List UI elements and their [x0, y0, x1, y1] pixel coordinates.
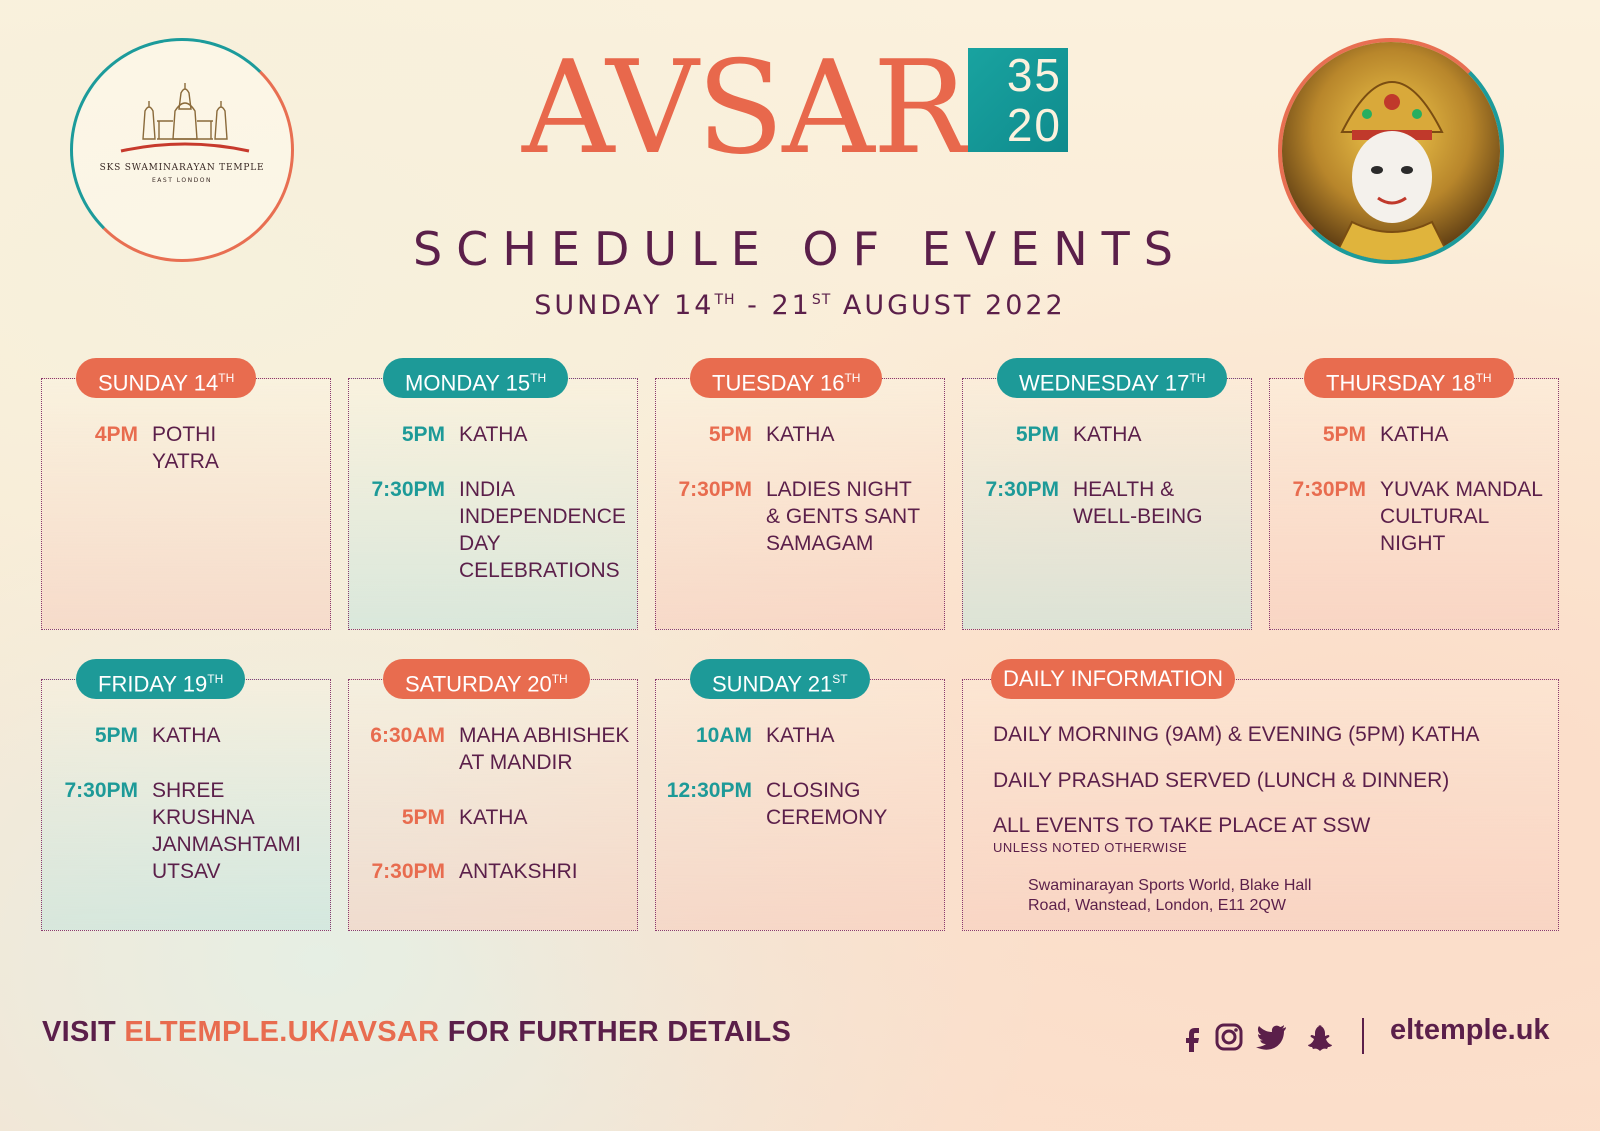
day-label-suffix: TH: [1189, 371, 1206, 385]
badge-top-number: 35: [1006, 49, 1062, 101]
day-card-monday-15: [348, 370, 638, 630]
venue-address-line: Road, Wanstead, London, E11 2QW: [1028, 897, 1286, 914]
date-end-suffix: ST: [811, 292, 832, 308]
event-title: [1073, 421, 1248, 448]
daily-information-card: [962, 666, 1559, 931]
event-title: [1073, 476, 1248, 530]
day-label-text: TUESDAY 16: [712, 370, 845, 396]
event-title: [152, 722, 327, 749]
twitter-icon[interactable]: [1254, 1022, 1288, 1052]
event-title: [459, 804, 634, 831]
event-title: [1380, 421, 1555, 448]
event-time: 5PM: [94, 724, 138, 747]
day-label-text: WEDNESDAY 17: [1019, 370, 1190, 396]
event-title-line: SAMAGAM: [766, 532, 874, 555]
day-card-sunday-14: [41, 370, 331, 630]
day-label-suffix: TH: [1475, 371, 1492, 385]
event-title-line: KATHA: [152, 724, 221, 747]
event-title-line: YATRA: [152, 450, 219, 473]
date-range: [0, 290, 1600, 321]
event-title-line: NIGHT: [1380, 532, 1446, 555]
temple-location: EAST LONDON: [152, 177, 212, 184]
footer-link[interactable]: ELTEMPLE.UK/AVSAR: [124, 1016, 440, 1048]
event-time: 5PM: [401, 423, 445, 446]
event-title-line: WELL-BEING: [1073, 505, 1203, 528]
event-time: 12:30PM: [666, 779, 752, 802]
event-title: [766, 421, 941, 448]
event-time: 7:30PM: [985, 478, 1059, 501]
event-title: [459, 421, 634, 448]
event-title: [459, 476, 634, 584]
event-title-line: KATHA: [1073, 423, 1142, 446]
day-label-text: THURSDAY 18: [1326, 370, 1476, 396]
page-title: SCHEDULE OF EVENTS: [413, 222, 1187, 276]
event-title: [152, 421, 327, 475]
info-prashad: DAILY PRASHAD SERVED (LUNCH & DINNER): [993, 769, 1450, 792]
day-label: [76, 358, 256, 398]
event-time: 7:30PM: [64, 779, 138, 802]
event-title-line: CELEBRATIONS: [459, 559, 620, 582]
event-title-line: INDEPENDENCE: [459, 505, 626, 528]
event-title-line: CULTURAL: [1380, 505, 1490, 528]
event-title-line: KATHA: [459, 423, 528, 446]
event-title-line: AT MANDIR: [459, 751, 573, 774]
badge-bottom-number: 20: [1006, 99, 1062, 151]
info-katha-times: DAILY MORNING (9AM) & EVENING (5PM) KATHA: [993, 723, 1480, 746]
day-label: [690, 659, 870, 699]
day-card-thursday-18: [1269, 370, 1559, 630]
date-start-suffix: TH: [714, 292, 736, 308]
event-time: 7:30PM: [371, 860, 445, 883]
day-label-suffix: TH: [551, 672, 568, 686]
event-time: 5PM: [401, 806, 445, 829]
anniversary-badge: [968, 48, 1068, 152]
event-title-line: KATHA: [766, 423, 835, 446]
event-title-line: SHREE KRUSHNA: [152, 779, 255, 829]
event-time: 5PM: [708, 423, 752, 446]
footer-post-text: FOR FURTHER DETAILS: [439, 1016, 792, 1048]
day-label-suffix: TH: [218, 371, 235, 385]
event-title-line: DAY: [459, 532, 501, 555]
event-title: [459, 858, 634, 885]
event-title-line: LADIES NIGHT: [766, 478, 912, 501]
day-label: [997, 358, 1227, 398]
day-label: [383, 358, 568, 398]
event-title-line: YUVAK MANDAL: [1380, 478, 1543, 501]
day-label-suffix: TH: [844, 371, 861, 385]
temple-name: SKS SWAMINARAYAN TEMPLE: [99, 163, 265, 173]
brand-wordmark: AVSAR: [522, 34, 967, 183]
daily-information-label: DAILY INFORMATION: [991, 659, 1235, 699]
event-title-line: UTSAV: [152, 860, 221, 883]
event-title-line: POTHI: [152, 423, 217, 446]
day-label: [383, 659, 590, 699]
event-title-line: KATHA: [766, 724, 835, 747]
venue-address-line: Swaminarayan Sports World, Blake Hall: [1028, 877, 1312, 894]
snapchat-icon[interactable]: [1302, 1022, 1332, 1052]
footer-pre-text: VISIT: [42, 1016, 125, 1048]
day-label: [76, 659, 245, 699]
event-title: [1380, 476, 1555, 557]
event-title-line: CLOSING: [766, 779, 861, 802]
day-label-suffix: ST: [832, 672, 848, 686]
day-label-text: MONDAY 15: [405, 370, 531, 396]
event-time: 5PM: [1015, 423, 1059, 446]
event-title-line: CEREMONY: [766, 806, 888, 829]
event-time: 6:30AM: [370, 724, 445, 747]
event-time: 4PM: [94, 423, 138, 446]
footer-call-to-action: [42, 1016, 791, 1049]
day-card-friday-19: [41, 671, 331, 931]
event-time: 7:30PM: [1292, 478, 1366, 501]
event-title-line: JANMASHTAMI: [152, 833, 301, 856]
event-time: 7:30PM: [678, 478, 752, 501]
facebook-icon[interactable]: [1178, 1022, 1208, 1052]
day-label-suffix: TH: [207, 672, 224, 686]
event-time: 5PM: [1322, 423, 1366, 446]
event-title-line: HEALTH &: [1073, 478, 1175, 501]
date-start: SUNDAY 14: [534, 290, 715, 321]
info-venue: ALL EVENTS TO TAKE PLACE AT SSW: [993, 814, 1371, 837]
website-link[interactable]: eltemple.uk: [1390, 1014, 1550, 1046]
day-card-tuesday-16: [655, 370, 945, 630]
day-label: [690, 358, 882, 398]
day-card-wednesday-17: [962, 370, 1252, 630]
day-card-saturday-20: [348, 671, 638, 931]
event-title-line: KATHA: [459, 806, 528, 829]
day-label: [1304, 358, 1514, 398]
day-label-suffix: TH: [530, 371, 547, 385]
event-title: [459, 722, 634, 776]
event-title-line: INDIA: [459, 478, 516, 501]
event-time: 7:30PM: [371, 478, 445, 501]
event-title: [766, 777, 941, 831]
venue-address: [1028, 876, 1348, 916]
day-label-text: SATURDAY 20: [405, 671, 552, 697]
event-title-line: & GENTS SANT: [766, 505, 921, 528]
info-venue-note: UNLESS NOTED OTHERWISE: [993, 840, 1188, 855]
date-separator: - 21: [735, 290, 812, 321]
instagram-icon[interactable]: [1214, 1022, 1244, 1052]
event-title: [152, 777, 327, 885]
event-title-line: ANTAKSHRI: [459, 860, 578, 883]
day-label-text: SUNDAY 14: [98, 370, 219, 396]
footer-divider: [1362, 1018, 1364, 1054]
day-card-sunday-21: [655, 671, 945, 931]
day-label-text: FRIDAY 19: [98, 671, 208, 697]
date-month-year: AUGUST 2022: [831, 290, 1066, 321]
day-label-text: SUNDAY 21: [712, 671, 833, 697]
event-title: [766, 722, 941, 749]
event-title-line: MAHA ABHISHEK: [459, 724, 630, 747]
event-title: [766, 476, 941, 557]
event-title-line: KATHA: [1380, 423, 1449, 446]
temple-shikhar-icon: [115, 81, 255, 161]
event-time: 10AM: [695, 724, 752, 747]
